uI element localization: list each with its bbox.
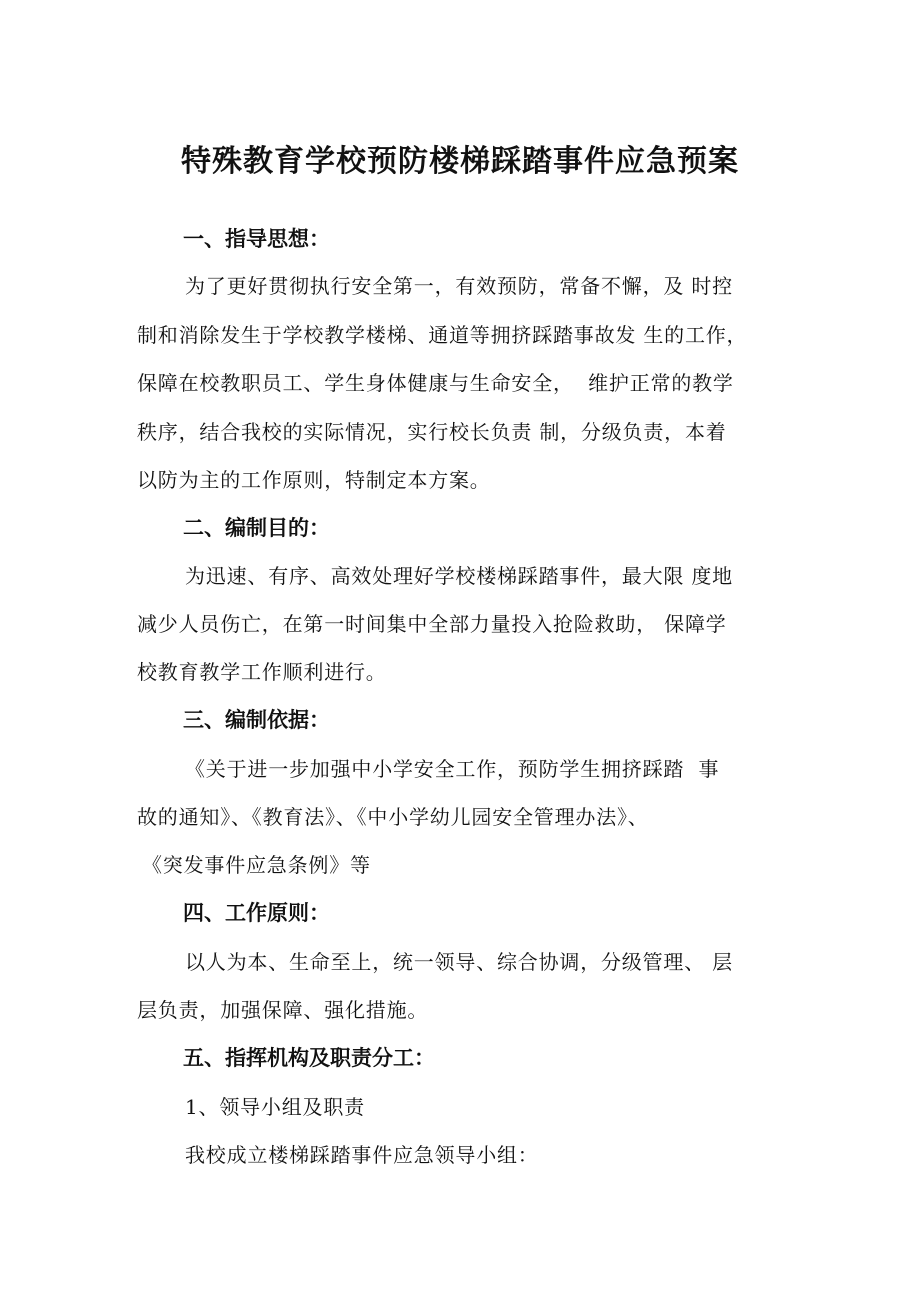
paragraph-line: 以防为主的工作原则，特制定本方案。 (137, 468, 491, 492)
paragraph-line: 校教育教学工作顺利进行。 (137, 660, 387, 684)
paragraph-line: 保障在校教职员工、学生身体健康与生命安全， 维护正常的教学 (137, 371, 734, 395)
document-title: 特殊教育学校预防楼梯踩踏事件应急预案 (181, 144, 739, 179)
paragraph-line: 《突发事件应急条例》等 (142, 853, 371, 877)
paragraph-line: 我校成立楼梯踩踏事件应急领导小组： (185, 1143, 539, 1167)
paragraph-line: 为迅速、有序、高效处理好学校楼梯踩踏事件，最大限 度地 (185, 564, 733, 588)
paragraph-line: 为了更好贯彻执行安全第一，有效预防，常备不懈，及 时控 (185, 274, 733, 298)
paragraph-line: 秩序，结合我校的实际情况，实行校长负责 制，分级负责，本着 (137, 420, 727, 444)
paragraph-line: 《关于进一步加强中小学安全工作，预防学生拥挤踩踏 事 (185, 757, 720, 781)
paragraph-line: 减少人员伤亡，在第一时间集中全部力量投入抢险救助， 保障学 (137, 612, 727, 636)
paragraph-line: 以人为本、生命至上，统一领导、综合协调，分级管理、 层 (185, 950, 733, 974)
section-heading-purpose: 二、编制目的： (183, 516, 330, 540)
paragraph-line: 故的通知》、《教育法》、《中小学幼儿园安全管理办法》、 (137, 805, 649, 829)
section-heading-principles: 四、工作原则： (183, 901, 330, 925)
section-heading-basis: 三、编制依据： (183, 708, 330, 732)
section-heading-guiding-ideology: 一、指导思想： (183, 227, 330, 251)
section-heading-command-structure: 五、指挥机构及职责分工： (183, 1046, 435, 1070)
paragraph-line: 制和消除发生于学校教学楼梯、通道等拥挤踩踏事故发 生的工作， (137, 323, 748, 347)
paragraph-line: 1、领导小组及职责 (185, 1095, 365, 1119)
paragraph-line: 层负责，加强保障、强化措施。 (137, 998, 429, 1022)
